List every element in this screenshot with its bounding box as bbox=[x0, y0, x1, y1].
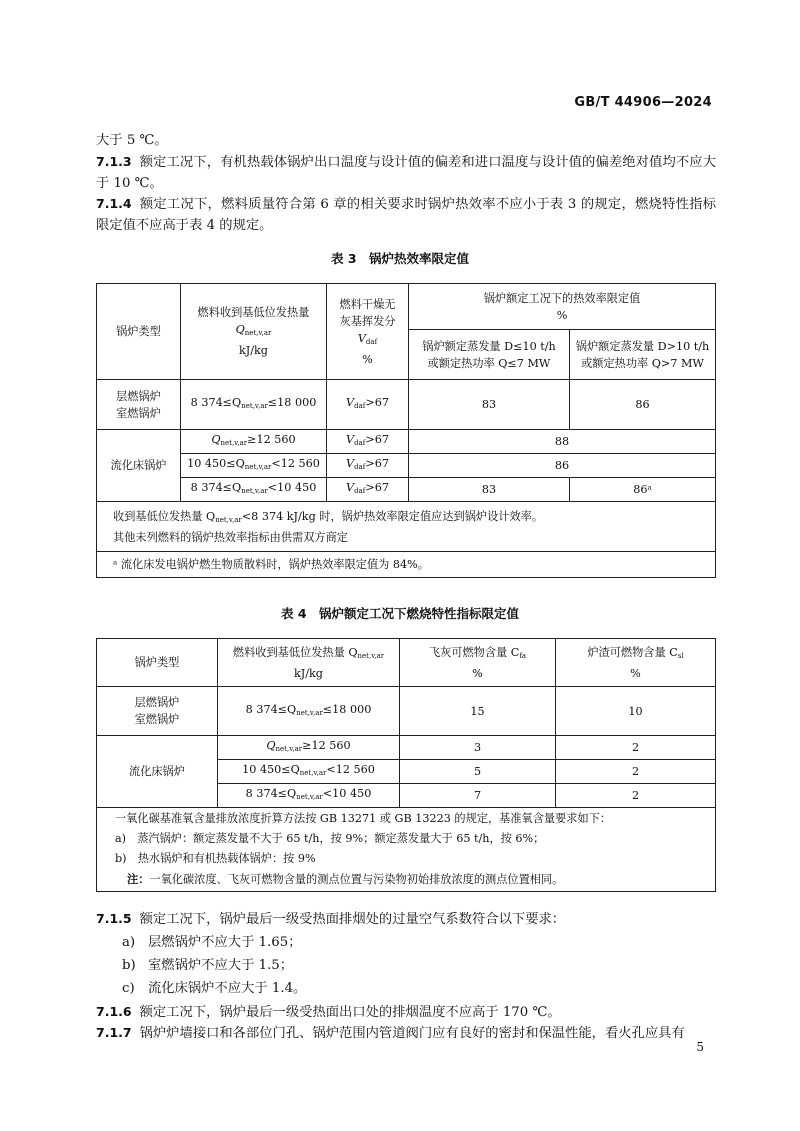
cell-slag: 2 bbox=[556, 760, 716, 784]
cell-fly-ash: 3 bbox=[400, 736, 556, 760]
cell-heating-value: $Q_{net,v,ar}\ge 12$ 560 bbox=[218, 736, 400, 760]
cell-boiler-type: 流化床锅炉 bbox=[97, 736, 218, 808]
cell-volatile: $V_{daf}>67$ bbox=[327, 430, 409, 454]
header-boiler-type: 锅炉类型 bbox=[97, 639, 218, 687]
cell-eff-small: 83 bbox=[409, 478, 570, 502]
header-slag: 炉渣可燃物含量 $C_{sl}$ % bbox=[556, 639, 716, 687]
table-3 bbox=[96, 283, 716, 578]
clause-text: 额定工况下，有机热载体锅炉出口温度与设计值的偏差和进口温度与设计值的偏差绝对值均不应大于 10 ℃。 bbox=[96, 155, 716, 191]
table-note bbox=[97, 808, 716, 892]
standard-number: GB/T 44906—2024 bbox=[574, 95, 712, 110]
cell-heating-value: 10 $450\le Q_{net,v,ar}<12$ 560 bbox=[218, 760, 400, 784]
header-heating-value: 燃料收到基低位发热量 $Q_{net,v,ar}$ kJ/kg bbox=[181, 284, 327, 380]
cell-heating-value: 8 $374\le Q_{net,v,ar}\le 18$ 000 bbox=[181, 380, 327, 430]
cell-eff-large: 86 bbox=[570, 380, 716, 430]
clause-text: 额定工况下，燃料质量符合第 6 章的相关要求时锅炉热效率不应小于表 3 的规定，燃烧特性指标限定值不应高于表 4 的规定。 bbox=[96, 197, 716, 233]
clause-7-1-3 bbox=[96, 151, 716, 194]
table-4-caption: 表 4 锅炉额定工况下燃烧特性指标限定值 bbox=[280, 606, 520, 621]
cell-eff-merged: 86 bbox=[409, 454, 716, 478]
cell-heating-value: 10 $450\le Q_{net,v,ar}<12$ 560 bbox=[181, 454, 327, 478]
cell-volatile: $V_{daf}>67$ bbox=[327, 478, 409, 502]
clause-text: 额定工况下，锅炉最后一级受热面出口处的排烟温度不应高于 170 ℃。 bbox=[139, 1005, 561, 1020]
clause-text: 额定工况下，锅炉最后一级受热面排烟处的过量空气系数符合以下要求： bbox=[139, 912, 566, 927]
cell-boiler-type: 层燃锅炉 室燃锅炉 bbox=[97, 380, 181, 430]
header-large-capacity: 锅炉额定蒸发量 D>10 t/h 或额定热功率 Q>7 MW bbox=[570, 330, 716, 380]
cell-heating-value: 8 $374\le Q_{net,v,ar}<10$ 450 bbox=[218, 784, 400, 808]
clause-7-1-4 bbox=[96, 193, 716, 236]
clause-text: 锅炉炉墙接口和各部位门孔、锅炉范围内管道阀门应有良好的密封和保温性能，看火孔应具有 bbox=[139, 1026, 685, 1041]
clause-number: 7.1.3 bbox=[96, 154, 132, 169]
list-item: b) 室燃锅炉不应大于 1.5； bbox=[122, 958, 294, 973]
cell-fly-ash: 15 bbox=[400, 687, 556, 736]
table-note bbox=[97, 502, 716, 552]
header-small-capacity: 锅炉额定蒸发量 D≤10 t/h 或额定热功率 Q≤7 MW bbox=[409, 330, 570, 380]
cell-volatile: $V_{daf}>67$ bbox=[327, 454, 409, 478]
table-row bbox=[97, 380, 716, 430]
clause-7-1-6 bbox=[96, 1001, 716, 1023]
clause-number: 7.1.5 bbox=[96, 911, 132, 926]
note-cell: 一氧化碳基准氧含量排放浓度折算方法按 GB 13271 或 GB 13223 的规定，基准氧含量要求如下： a) 蒸汽锅炉：额定蒸发量不大于 65 t/h，按 9%；额定蒸发量大于 65 t/h，按 6%； b) 热水锅炉和有机热载体锅炉：按 9% 注：一氧化碳浓度、飞灰可燃物含量的测点位置与污染物初始排放浓度的测点位置相同。 bbox=[97, 808, 716, 892]
cell-eff-merged: 88 bbox=[409, 430, 716, 454]
table-row bbox=[97, 478, 716, 502]
cell-volatile: $V_{daf}>67$ bbox=[327, 380, 409, 430]
header-volatile: 燃料干燥无 灰基挥发分 $V_{daf}$ % bbox=[327, 284, 409, 380]
cell-eff-large: 86ᵃ bbox=[570, 478, 716, 502]
cell-boiler-type: 层燃锅炉 室燃锅炉 bbox=[97, 687, 218, 736]
cell-slag: 2 bbox=[556, 784, 716, 808]
table-row bbox=[97, 736, 716, 760]
paragraph-continued: 大于 5 ℃。 bbox=[96, 133, 168, 148]
cell-heating-value: $Q_{net,v,ar}\ge 12$ 560 bbox=[181, 430, 327, 454]
cell-eff-small: 83 bbox=[409, 380, 570, 430]
clause-7-1-5 bbox=[96, 908, 716, 930]
cell-fly-ash: 5 bbox=[400, 760, 556, 784]
clause-7-1-7 bbox=[96, 1022, 716, 1044]
clause-number: 7.1.7 bbox=[96, 1025, 132, 1040]
note-cell: 收到基低位发热量 $Q_{net,v,ar}<8$ 374 kJ/kg 时，锅炉热效率限定值应达到锅炉设计效率。 其他未列燃料的锅炉热效率指标由供需双方商定 bbox=[97, 502, 716, 552]
cell-heating-value: 8 $374\le Q_{net,v,ar}\le 18$ 000 bbox=[218, 687, 400, 736]
clause-number: 7.1.6 bbox=[96, 1004, 132, 1019]
table-row bbox=[97, 687, 716, 736]
cell-boiler-type: 流化床锅炉 bbox=[97, 430, 181, 502]
page-number: 5 bbox=[696, 1040, 704, 1054]
table-row bbox=[97, 454, 716, 478]
header-boiler-type: 锅炉类型 bbox=[97, 284, 181, 380]
table-4 bbox=[96, 638, 716, 892]
header-efficiency: 锅炉额定工况下的热效率限定值 % bbox=[409, 284, 716, 330]
table-row bbox=[97, 430, 716, 454]
header-fly-ash: 飞灰可燃物含量 $C_{fa}$ % bbox=[400, 639, 556, 687]
footnote-cell: ᵃ 流化床发电锅炉燃生物质散料时，锅炉热效率限定值为 84%。 bbox=[97, 552, 716, 578]
header-heating-value: 燃料收到基低位发热量 $Q_{net,v,ar}$ kJ/kg bbox=[218, 639, 400, 687]
cell-heating-value: 8 $374\le Q_{net,v,ar}<10$ 450 bbox=[181, 478, 327, 502]
cell-slag: 10 bbox=[556, 687, 716, 736]
cell-fly-ash: 7 bbox=[400, 784, 556, 808]
list-item: c) 流化床锅炉不应大于 1.4。 bbox=[122, 981, 307, 996]
clause-number: 7.1.4 bbox=[96, 196, 132, 211]
table-3-caption: 表 3 锅炉热效率限定值 bbox=[330, 251, 470, 266]
list-item: a) 层燃锅炉不应大于 1.65； bbox=[122, 935, 302, 950]
cell-slag: 2 bbox=[556, 736, 716, 760]
table-footnote bbox=[97, 552, 716, 578]
